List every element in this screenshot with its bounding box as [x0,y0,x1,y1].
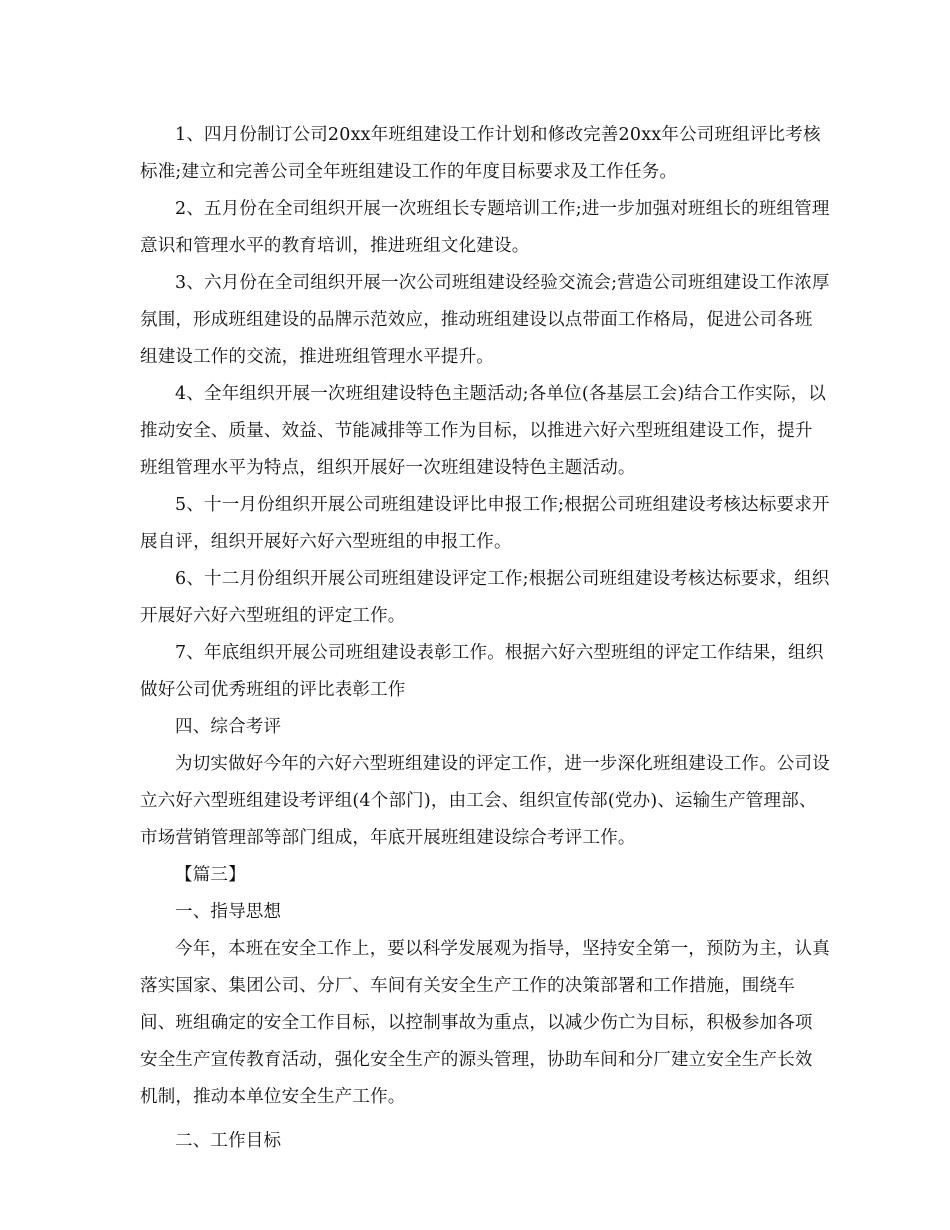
paragraph-item-2: 2、五月份在全司组织开展一次班组长专题培训工作;进一步加强对班组长的班组管理意识和管理水平的教育培训，推进班组文化建设。 [140,199,830,256]
heading-guiding-thought: 一、指导思想 [175,902,282,922]
paragraph-item-5: 5、十一月份组织开展公司班组建设评比申报工作;根据公司班组建设考核达标要求开展自评，组织开展好六好六型班组的申报工作。 [140,495,830,552]
heading-comprehensive-evaluation: 四、综合考评 [175,717,282,737]
paragraph-evaluation: 为切实做好今年的六好六型班组建设的评定工作，进一步深化班组建设工作。公司设立六好六型班组建设考评组(4个部门)，由工会、组织宣传部(党办)、运输生产管理部、市场营销管理部等部门组成，年底开展班组建设综合考评工作。 [140,754,830,848]
document-body [140,117,830,1160]
paragraph-item-4: 4、全年组织开展一次班组建设特色主题活动;各单位(各基层工会)结合工作实际，以推动安全、质量、效益、节能减排等工作为目标，以推进六好六型班组建设工作，提升班组管理水平为特点，组织开展好一次班组建设特色主题活动。 [140,384,826,478]
heading-work-goals: 二、工作目标 [175,1131,282,1151]
paragraph-item-1: 1、四月份制订公司20xx年班组建设工作计划和修改完善20xx年公司班组评比考核标准;建立和完善公司全年班组建设工作的年度目标要求及工作任务。 [140,125,821,182]
paragraph-item-3: 3、六月份在全司组织开展一次公司班组建设经验交流会;营造公司班组建设工作浓厚氛围，形成班组建设的品牌示范效应，推动班组建设以点带面工作格局，促进公司各班组建设工作的交流，推进班组管理水平提升。 [140,273,830,367]
section-title-part-three: 【篇三】 [175,865,246,885]
paragraph-item-6: 6、十二月份组织开展公司班组建设评定工作;根据公司班组建设考核达标要求，组织开展好六好六型班组的评定工作。 [140,569,830,626]
paragraph-guiding-thought: 今年，本班在安全工作上，要以科学发展观为指导，坚持安全第一，预防为主，认真落实国家、集团公司、分厂、车间有关安全生产工作的决策部署和工作措施，围绕车间、班组确定的安全工作目标，以控制事故为重点，以减少伤亡为目标，积极参加各项安全生产宣传教育活动，强化安全生产的源头管理，协助车间和分厂建立安全生产长效机制，推动本单位安全生产工作。 [140,939,830,1107]
paragraph-item-7: 7、年底组织开展公司班组建设表彰工作。根据六好六型班组的评定工作结果，组织做好公司优秀班组的评比表彰工作 [140,643,824,700]
